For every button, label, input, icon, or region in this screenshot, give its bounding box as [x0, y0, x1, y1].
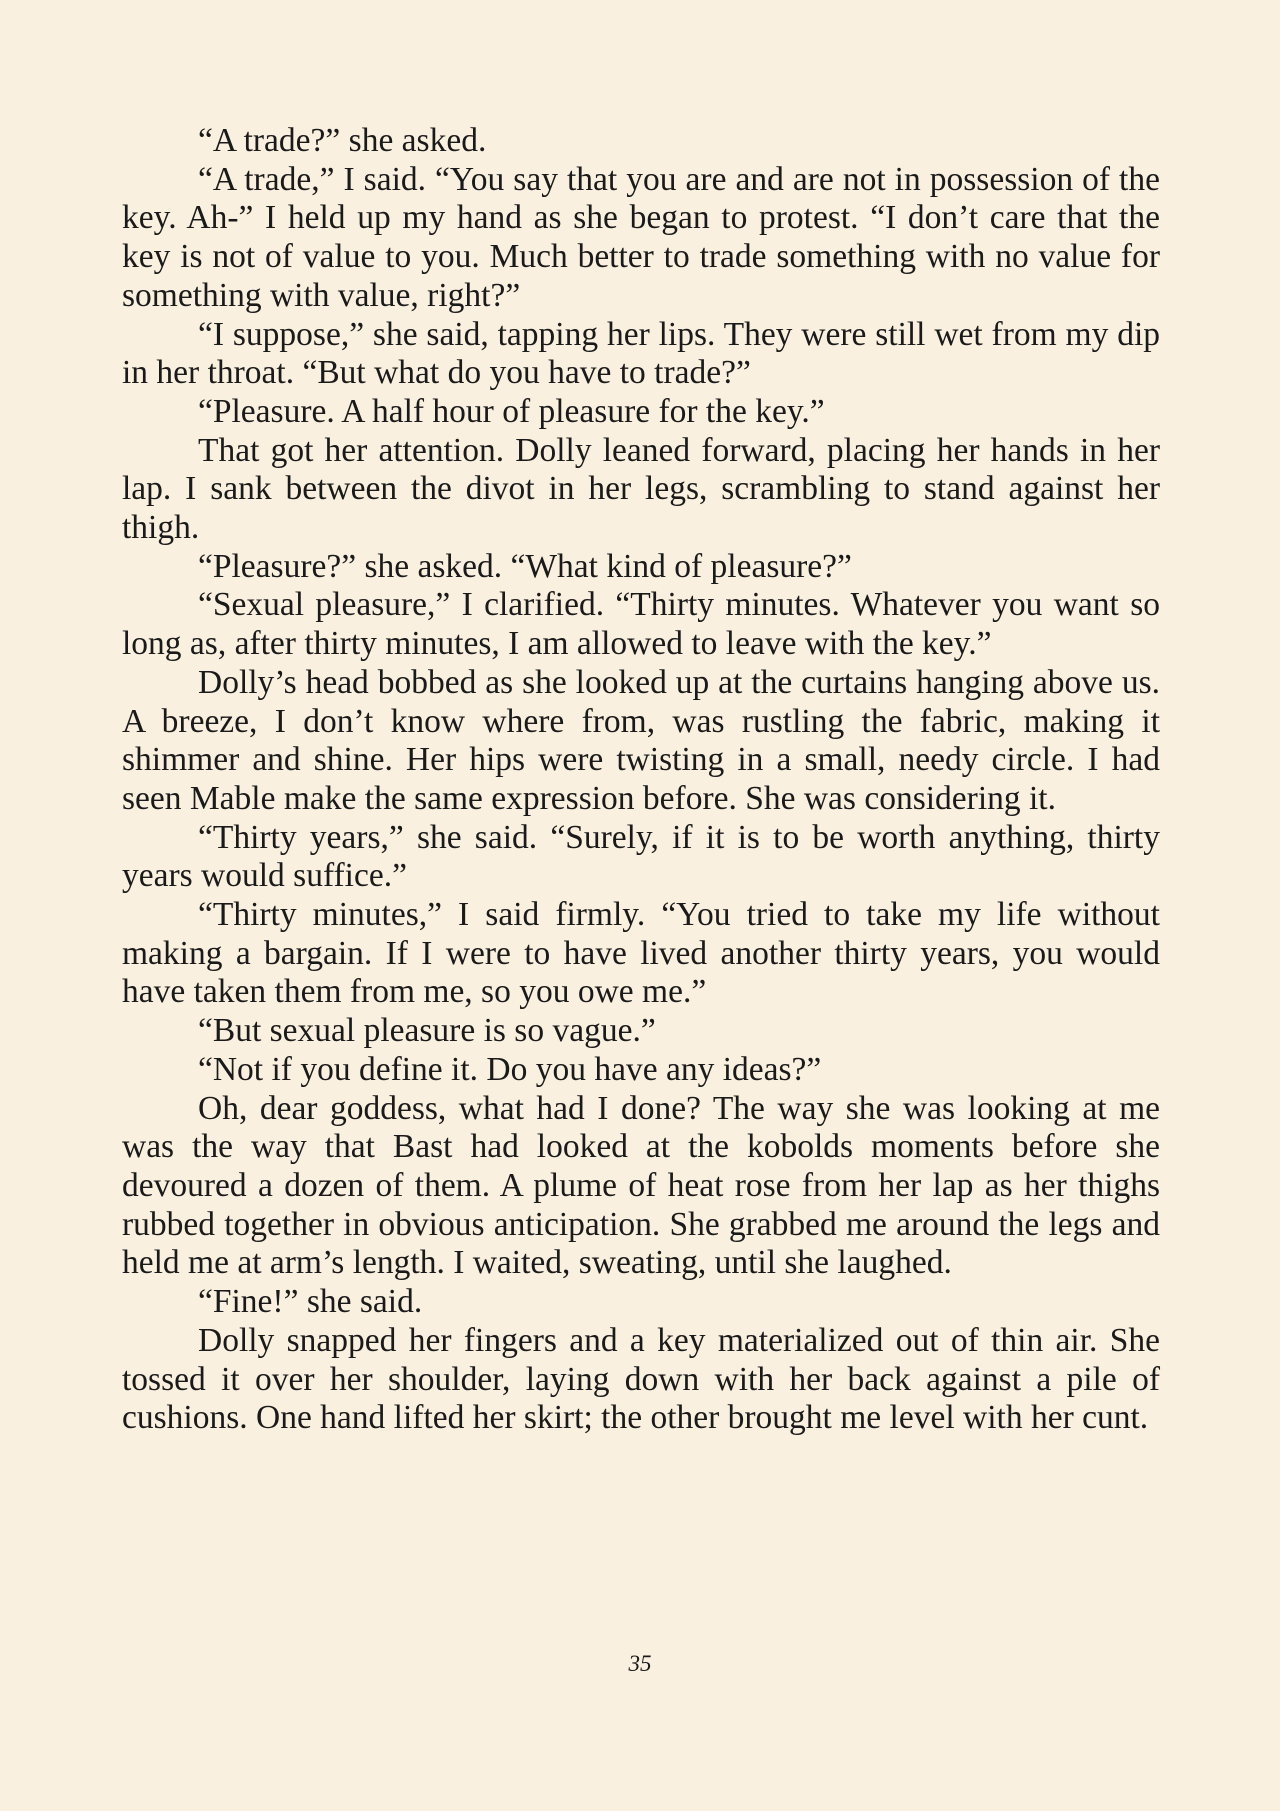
paragraph: “But sexual pleasure is so vague.”: [198, 1012, 656, 1050]
paragraph: “A trade,” I said. “You say that you are and are not in possession of the key. Ah-” I held up my hand as she began to protest. “I don’t care that the key is not of value to you. Much better to trade something with no value for something with value, right?”: [122, 160, 1160, 314]
paragraph: “I suppose,” she said, tapping her lips. They were still wet from my dip in her throat. “But what do you have to trade?”: [122, 315, 1160, 392]
paragraph: “Pleasure?” she asked. “What kind of pleasure?”: [198, 547, 852, 585]
body-text: [122, 122, 1160, 1438]
paragraph: Oh, dear goddess, what had I done? The way she was looking at me was the way that Bast had looked at the kobolds moments before she devoured a dozen of them. A plume of heat rose from her lap as her thighs rubbed together in obvious anticipation. She grabbed me around the legs and held me at arm’s length. I waited, sweating, until she laughed.: [122, 1089, 1160, 1282]
paragraph: “Pleasure. A half hour of pleasure for the key.”: [198, 392, 825, 430]
paragraph: That got her attention. Dolly leaned forward, placing her hands in her lap. I sank between the divot in her legs, scrambling to stand against her thigh.: [122, 431, 1160, 547]
paragraph: “Not if you define it. Do you have any ideas?”: [198, 1050, 822, 1088]
page-number: 35: [628, 1651, 652, 1676]
paragraph: “A trade?” she asked.: [198, 122, 487, 159]
paragraph: “Sexual pleasure,” I clarified. “Thirty minutes. Whatever you want so long as, after thirty minutes, I am allowed to leave with the key.”: [122, 586, 1160, 663]
paragraph: Dolly’s head bobbed as she looked up at the curtains hanging above us. A breeze, I don’t know where from, was rustling the fabric, making it shimmer and shine. Her hips were twisting in a small, needy circle. I had seen Mable make the same expression before. She was considering it.: [122, 663, 1160, 817]
paragraph: “Fine!” she said.: [198, 1283, 423, 1321]
paragraph: Dolly snapped her fingers and a key materialized out of thin air. She tossed it over her shoulder, laying down with her back against a pile of cushions. One hand lifted her skirt; the other brought me level with her cunt.: [122, 1321, 1160, 1437]
paragraph: “Thirty minutes,” I said firmly. “You tried to take my life without making a bargain. If I were to have lived another thirty years, you would have taken them from me, so you owe me.”: [122, 896, 1160, 1011]
paragraph: “Thirty years,” she said. “Surely, if it is to be worth anything, thirty years would suffice.”: [122, 818, 1160, 895]
